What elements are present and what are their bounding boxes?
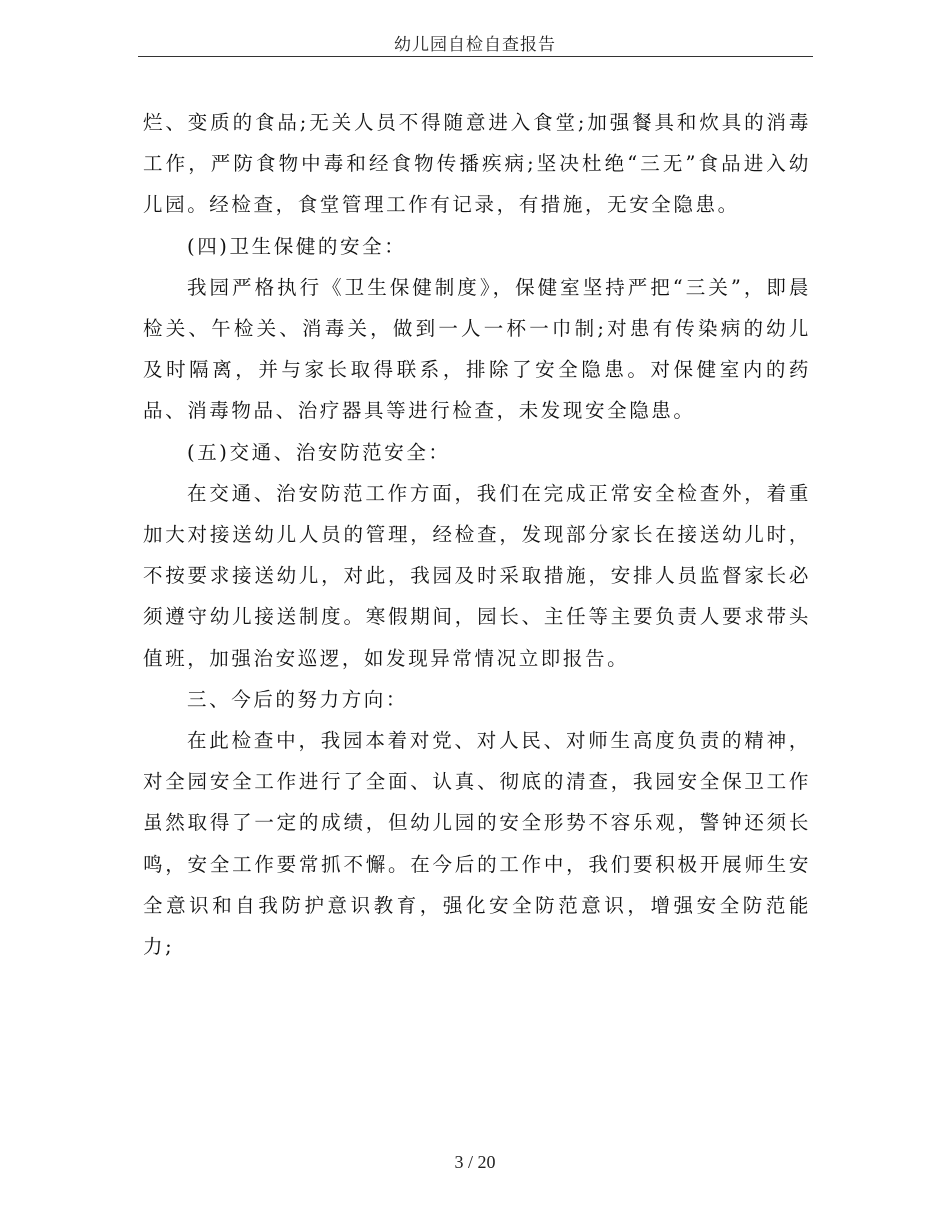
section-heading-future-direction: 三、今后的努力方向： [187, 687, 409, 711]
paragraph-health-safety: 我园严格执行《卫生保健制度》，保健室坚持严把“三关”，即晨检关、午检关、消毒关，做到一人一杯一巾制;对患有传染病的幼儿及时隔离，并与家长取得联系，排除了安全隐患。对保健室内的药品、消毒物品、治疗器具等进行检查，未发现安全隐患。 [143, 275, 811, 423]
paragraph-canteen-continued: 烂、变质的食品;无关人员不得随意进入食堂;加强餐具和炊具的消毒工作，严防食物中毒和经食物传播疾病;坚决杜绝“三无”食品进入幼儿园。经检查，食堂管理工作有记录，有措施，无安全隐患。 [143, 111, 811, 217]
document-body [143, 102, 811, 967]
section-heading-traffic-security: (五)交通、治安防范安全： [187, 440, 451, 464]
page-number: 3 / 20 [454, 1152, 496, 1172]
paragraph-future-direction: 在此检查中，我园本着对党、对人民、对师生高度负责的精神，对全园安全工作进行了全面、认真、彻底的清查，我园安全保卫工作虽然取得了一定的成绩，但幼儿园的安全形势不容乐观，警钟还须长鸣，安全工作要常抓不懈。在今后的工作中，我们要积极开展师生安全意识和自我防护意识教育，强化安全防范意识，增强安全防范能力; [143, 729, 811, 959]
section-heading-health-safety: (四)卫生保健的安全： [187, 234, 407, 258]
paragraph-traffic-security: 在交通、治安防范工作方面，我们在完成正常安全检查外，着重加大对接送幼儿人员的管理，经检查，发现部分家长在接送幼儿时，不按要求接送幼儿，对此，我园及时采取措施，安排人员监督家长必须遵守幼儿接送制度。寒假期间，园长、主任等主要负责人要求带头值班，加强治安巡逻，如发现异常情况立即报告。 [143, 481, 811, 670]
header-divider [138, 56, 813, 57]
page-header-title: 幼儿园自检自查报告 [394, 35, 556, 55]
